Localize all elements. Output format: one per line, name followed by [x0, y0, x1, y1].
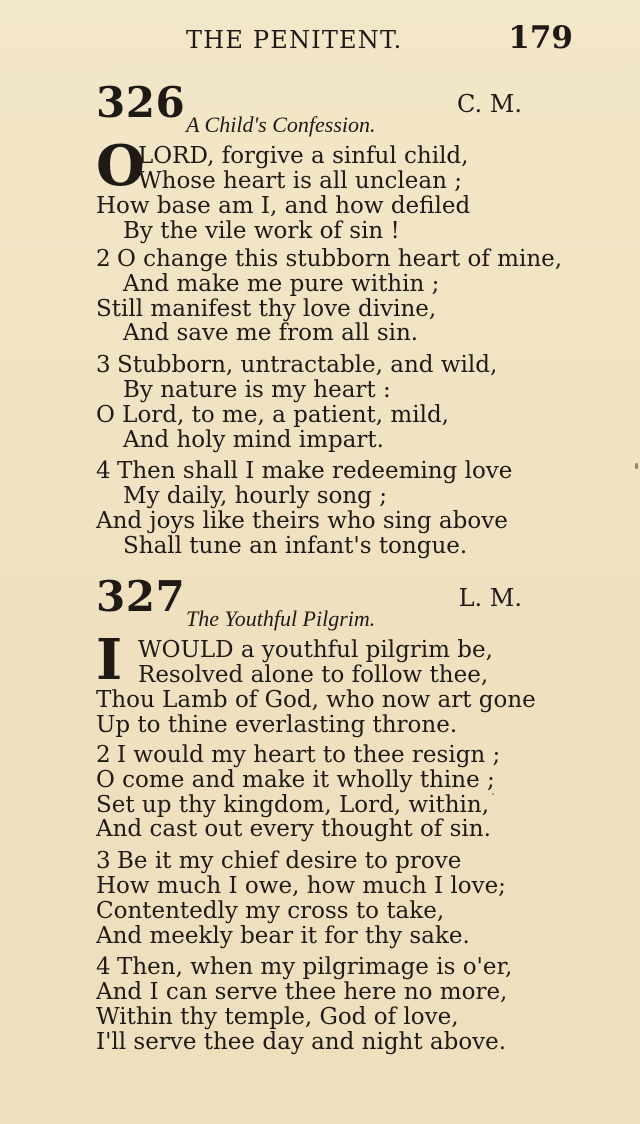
stanza-2	[96, 743, 556, 842]
hymn-header	[96, 78, 556, 137]
stanza-number: 3	[96, 848, 111, 875]
running-head: THE PENITENT.	[186, 26, 403, 54]
hymn-327	[96, 572, 556, 1055]
stanza-4	[96, 459, 556, 558]
stanza-line: How base am I, and how defiled	[96, 193, 471, 219]
stanza-line: Thou Lamb of God, who now art gone	[96, 687, 536, 713]
stanza-number: 4	[96, 954, 111, 981]
hymn-meter: C. M.	[457, 90, 522, 118]
stanza-3	[96, 353, 556, 452]
stanza-line: And make me pure within ;	[123, 270, 440, 297]
hymn-meter: L. M.	[458, 584, 522, 612]
stanza-1	[96, 627, 556, 738]
stanza-3	[96, 849, 556, 948]
stanza-line-text: I would my heart to thee resign ;	[117, 742, 501, 768]
stanza-line: How much I owe, how much I love;	[96, 872, 506, 899]
drop-cap: I	[96, 627, 123, 693]
stanza-1	[96, 133, 556, 244]
stanza-line: And holy mind impart.	[123, 426, 384, 453]
stanza-line: Contentedly my cross to take,	[96, 897, 445, 924]
stanza-line	[96, 955, 556, 980]
stanza-line	[96, 459, 556, 484]
stanza-line	[96, 246, 563, 272]
stanza-line: Whose heart is all unclean ;	[138, 168, 462, 194]
stanza-number: 3	[96, 352, 111, 379]
stanza-line: And save me from all sin.	[123, 320, 419, 347]
stanza-line: I'll serve thee day and night above.	[96, 1028, 507, 1055]
stanza-line-text: Then, when my pilgrimage is o'er,	[117, 954, 513, 981]
stanza-line: Shall tune an infant's tongue.	[123, 532, 468, 559]
paper-speck	[492, 793, 494, 795]
stanza-line-text: O change this stubborn heart of mine,	[117, 246, 563, 272]
stanza-line: And meekly bear it for thy sake.	[96, 922, 470, 949]
page-number: 179	[508, 20, 573, 56]
stanza-line: And cast out every thought of sin.	[96, 816, 491, 843]
stanza-line-text: Stubborn, untractable, and wild,	[117, 352, 498, 379]
hymn-326	[96, 78, 563, 559]
stanza-line: O Lord, to me, a patient, mild,	[96, 401, 449, 428]
drop-cap: O	[96, 133, 145, 199]
stanza-line: Resolved alone to follow thee,	[138, 662, 489, 688]
hymn-number: 326	[96, 78, 186, 127]
stanza-line: O come and make it wholly thine ;	[96, 766, 495, 793]
stanza-line-text: Then shall I make redeeming love	[117, 458, 513, 485]
stanza-line: By the vile work of sin !	[123, 218, 400, 244]
hymn-title: The Youthful Pilgrim.	[186, 606, 376, 631]
stanza-number: 2	[96, 742, 111, 768]
stanza-line: LORD, forgive a sinful child,	[138, 143, 469, 169]
stanza-number: 4	[96, 458, 111, 485]
stanza-line: Up to thine everlasting throne.	[96, 712, 458, 738]
stanza-line-text: Be it my chief desire to prove	[117, 848, 462, 875]
stanza-line: And joys like theirs who sing above	[96, 507, 508, 534]
stanza-line: Still manifest thy love divine,	[96, 295, 437, 322]
stanza-4	[96, 955, 556, 1054]
stanza-line: And I can serve thee here no more,	[96, 979, 508, 1006]
stanza-line: My daily, hourly song ;	[123, 483, 387, 510]
stanza-line	[96, 353, 556, 378]
hymn-header	[96, 572, 556, 631]
stanza-line	[96, 743, 556, 768]
hymn-title: A Child's Confession.	[186, 112, 376, 137]
stanza-number: 2	[96, 246, 111, 272]
stanza-line	[96, 849, 556, 874]
hymn-number: 327	[96, 572, 186, 621]
stanza-line: WOULD a youthful pilgrim be,	[138, 637, 493, 663]
stanza-line: Set up thy kingdom, Lord, within,	[96, 791, 489, 818]
stanza-line: By nature is my heart :	[123, 376, 391, 403]
stanza-2	[96, 246, 563, 347]
stanza-line: Within thy temple, God of love,	[96, 1003, 459, 1030]
paper-speck	[635, 463, 638, 469]
